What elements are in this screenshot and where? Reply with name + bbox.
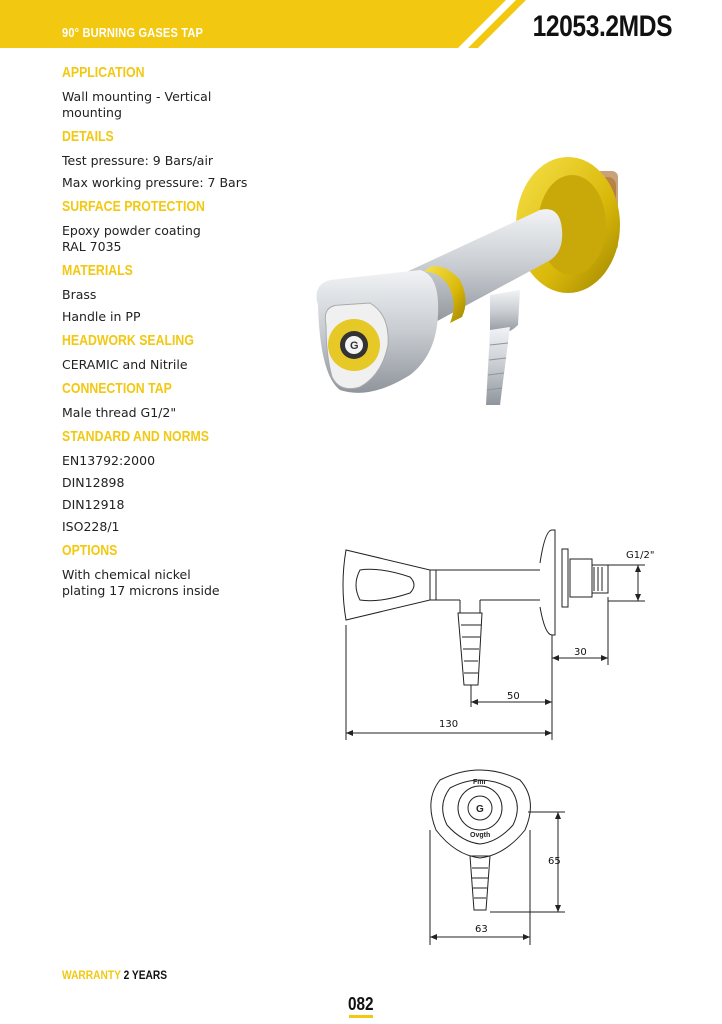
spec-line: Brass	[62, 287, 97, 302]
dimension-65: 65	[548, 856, 561, 867]
spec-section-surface-protection	[62, 197, 302, 255]
section-title: HEADWORK SEALING	[62, 332, 194, 349]
front-view-drawing	[420, 760, 580, 950]
handle-bottom-label: Ovgth	[470, 832, 491, 839]
section-title: CONNECTION TAP	[62, 380, 172, 397]
spec-line: Male thread G1/2"	[62, 405, 177, 420]
spec-section-standards	[62, 427, 302, 535]
spec-line: ISO228/1	[62, 519, 120, 534]
dimension-130: 130	[439, 719, 459, 730]
spec-line: Handle in PP	[62, 309, 141, 324]
warranty-value: 2 YEARS	[123, 968, 168, 982]
spec-section-materials	[62, 261, 302, 325]
dimension-30: 30	[574, 647, 587, 658]
spec-line: Epoxy powder coating RAL 7035	[62, 223, 201, 254]
thread-label: G1/2"	[626, 550, 655, 561]
page-number-underline	[349, 1015, 373, 1018]
page-number: 082	[348, 994, 374, 1014]
section-title: DETAILS	[62, 128, 114, 145]
spec-line: Wall mounting - Vertical mounting	[62, 89, 212, 120]
spec-line: Max working pressure: 7 Bars	[62, 175, 248, 190]
spec-line: CERAMIC and Nitrile	[62, 357, 188, 372]
section-title: SURFACE PROTECTION	[62, 198, 205, 215]
product-code: 12053.2MDS	[532, 10, 672, 43]
spec-section-details	[62, 127, 302, 191]
dimension-50: 50	[507, 691, 520, 702]
spec-section-application	[62, 63, 302, 121]
spec-list	[62, 63, 302, 605]
side-view-drawing	[340, 525, 660, 745]
spec-line: DIN12918	[62, 497, 125, 512]
section-title: STANDARD AND NORMS	[62, 428, 209, 445]
spec-line: With chemical nickel plating 17 microns inside	[62, 567, 220, 598]
spec-line: Test pressure: 9 Bars/air	[62, 153, 214, 168]
warranty	[62, 968, 167, 982]
warranty-label: WARRANTY	[62, 968, 121, 982]
section-title: MATERIALS	[62, 262, 133, 279]
product-image	[310, 155, 650, 415]
dimension-63: 63	[475, 924, 488, 935]
section-title: OPTIONS	[62, 542, 118, 559]
spec-line: DIN12898	[62, 475, 125, 490]
spec-line: EN13792:2000	[62, 453, 156, 468]
section-title: APPLICATION	[62, 64, 145, 81]
page-title: 90° BURNING GASES TAP	[62, 25, 204, 40]
spec-section-headwork-sealing	[62, 331, 302, 373]
spec-section-options	[62, 541, 302, 599]
handle-letter: G	[350, 340, 359, 352]
handle-top-label: Fmr	[473, 779, 487, 786]
handle-letter-drawing: G	[476, 804, 484, 815]
spec-section-connection-tap	[62, 379, 302, 421]
